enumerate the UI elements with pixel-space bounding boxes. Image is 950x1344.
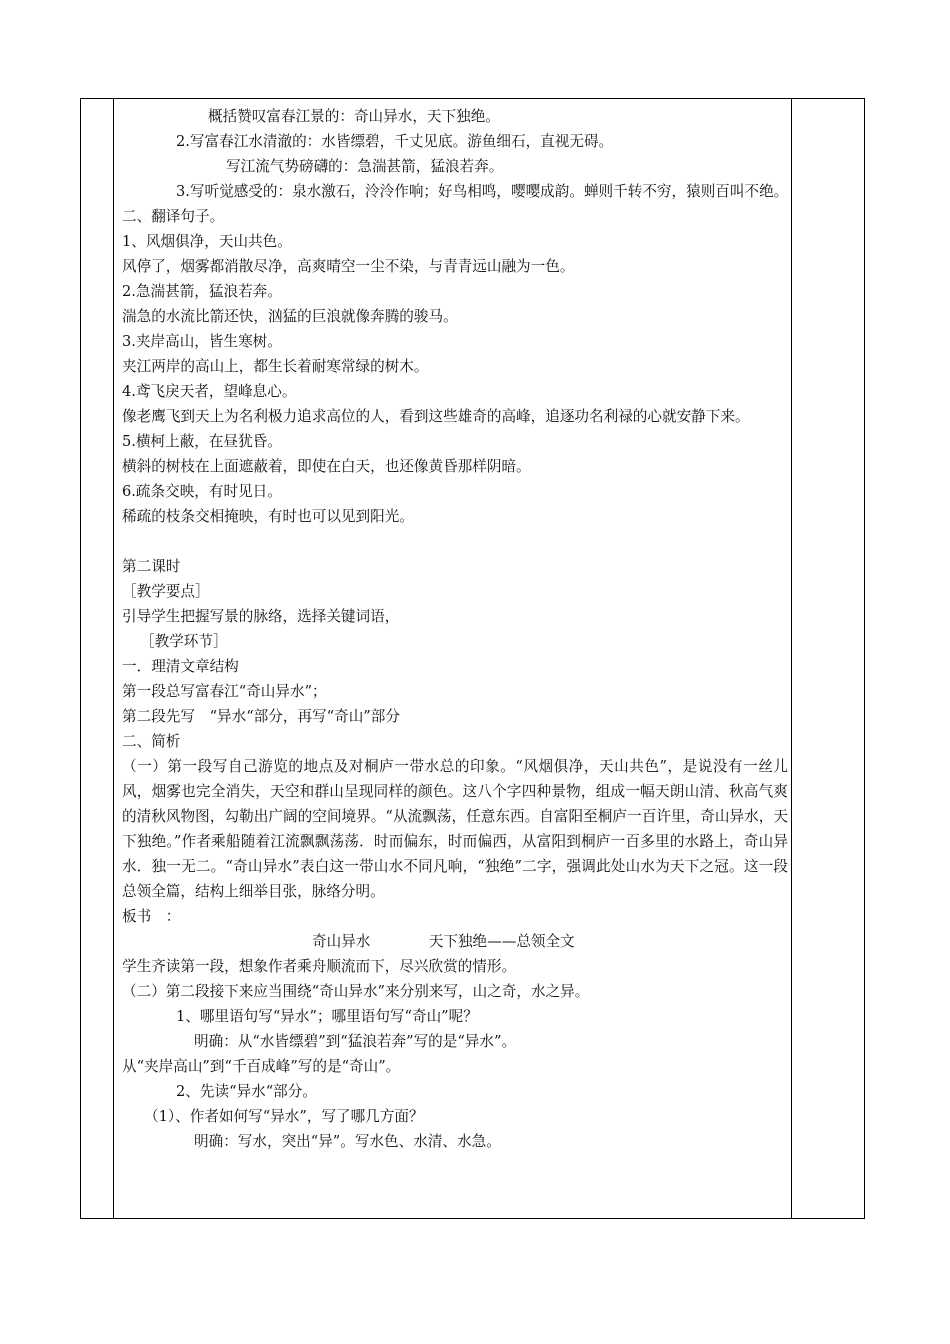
text-line: 学生齐读第一段，想象作者乘舟顺流而下，尽兴欣赏的情形。: [122, 958, 517, 975]
text-line: 2.急湍甚箭，猛浪若奔。: [122, 283, 282, 300]
text-line: 从“夹岸高山”到“千百成峰”写的是“奇山”。: [122, 1058, 401, 1075]
text-line: 第二课时: [122, 558, 181, 575]
text-line: 3.夹岸高山，皆生寒树。: [122, 333, 282, 350]
text-line: 3.写听觉感受的：泉水激石，泠泠作响；好鸟相鸣，嘤嘤成韵。蝉则千转不穷，猿则百叫不绝。: [176, 183, 789, 200]
text-line: ［教学要点］: [122, 583, 210, 600]
text-line: 像老鹰飞到天上为名利极力追求高位的人，看到这些雄奇的高峰，追逐功名利禄的心就安静下来。: [122, 408, 750, 425]
table-right-divider: [791, 99, 792, 1218]
text-line: ［教学环节］: [140, 633, 228, 650]
text-line: （一）第一段写自己游览的地点及对桐庐一带水总的印象。“风烟俱净，天山共色”，是说没有一丝儿风，烟雾也完全消失，天空和群山呈现同样的颜色。这八个字四种景物，组成一幅天朗山清、秋高气爽的清秋风物图，勾勒出广阔的空间境界。“从流飘荡，任意东西。自富阳至桐庐一百许里，奇山异水，天下独绝。”作者乘船随着江流飘飘荡荡．时而偏东，时而偏西，从富阳到桐庐一百多里的水路上，奇山异水．独一无二。“奇山异水”表白这一带山水不同凡响，“独绝”二字，强调此处山水为天下之冠。这一段总领全篇，结构上细举目张，脉络分明。: [122, 758, 788, 900]
lesson-content: [122, 104, 788, 1154]
text-line: 第一段总写富春江“奇山异水”；: [122, 683, 327, 700]
text-line: 第二段先写 “异水“部分，再写“奇山”部分: [122, 708, 400, 725]
text-line: 奇山异水 天下独绝——总领全文: [312, 933, 575, 950]
text-line: 1、风烟俱净，天山共色。: [122, 233, 292, 250]
text-line: （1）、作者如何写“异水”，写了哪几方面？: [144, 1108, 424, 1125]
text-line: 4.鸢飞戾天者，望峰息心。: [122, 383, 297, 400]
text-line: 1、哪里语句写“异水”；哪里语句写“奇山”呢？: [176, 1008, 478, 1025]
lesson-table: [80, 98, 865, 1219]
text-line: 板书 ：: [122, 908, 181, 925]
text-line: 二、简析: [122, 733, 181, 750]
text-line: 稀疏的枝条交相掩映，有时也可以见到阳光。: [122, 508, 414, 525]
text-line: 2、先读“异水“部分。: [176, 1083, 317, 1100]
text-line: 6.疏条交映，有时见日。: [122, 483, 282, 500]
text-line: 写江流气势磅礴的：急湍甚箭，猛浪若奔。: [226, 158, 504, 175]
text-line: 风停了，烟雾都消散尽净，高爽晴空一尘不染，与青青远山融为一色。: [122, 258, 575, 275]
text-line: 概括赞叹富春江景的：奇山异水，天下独绝。: [208, 108, 500, 125]
text-line: 明确：从“水皆缥碧”到“猛浪若奔”写的是“异水”。: [194, 1033, 517, 1050]
text-line: 湍急的水流比箭还快，汹猛的巨浪就像奔腾的骏马。: [122, 308, 458, 325]
text-line: 二、翻译句子。: [122, 208, 225, 225]
text-line: （二）第二段接下来应当围绕“奇山异水”来分别来写，山之奇，水之异。: [122, 983, 590, 1000]
text-line: 夹江两岸的高山上，都生长着耐寒常绿的树木。: [122, 358, 429, 375]
text-line: 引导学生把握写景的脉络，选择关键词语，: [122, 608, 400, 625]
text-line: 一．理清文章结构: [122, 658, 239, 675]
text-line: 2.写富春江水清澈的：水皆缥碧，千丈见底。游鱼细石，直视无碍。: [176, 133, 614, 150]
blank-line: [122, 529, 788, 554]
text-line: 横斜的树枝在上面遮蔽着，即使在白天，也还像黄昏那样阴暗。: [122, 458, 531, 475]
text-line: 5.横柯上蔽，在昼犹昏。: [122, 433, 282, 450]
table-left-divider: [113, 99, 114, 1218]
text-line: 明确：写水，突出“异”。写水色、水清、水急。: [194, 1133, 501, 1150]
